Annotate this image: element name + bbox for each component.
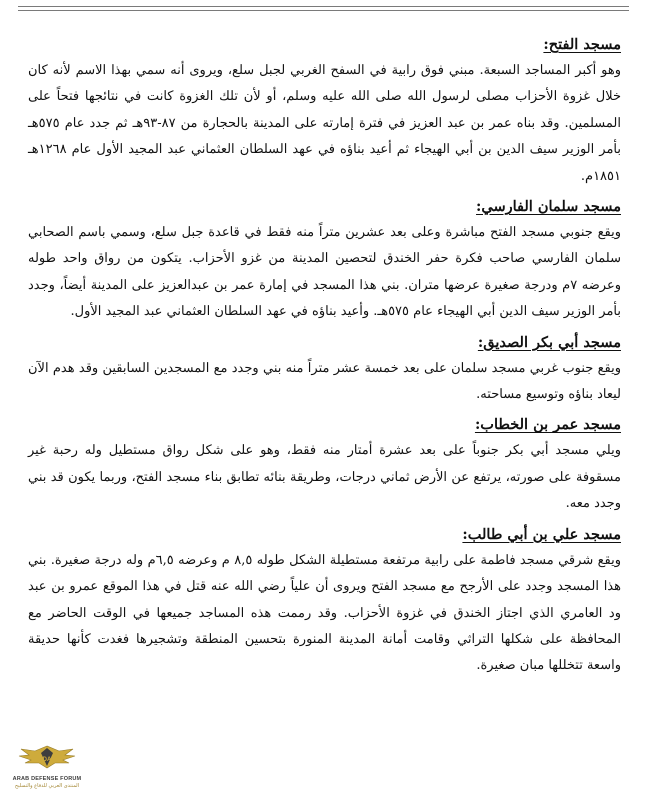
section-masjid-ali bbox=[28, 524, 621, 680]
section-heading: مسجد أبي بكر الصديق: bbox=[477, 333, 621, 351]
section-masjid-al-fath bbox=[28, 34, 621, 190]
section-paragraph: ويلي مسجد أبي بكر جنوباً على بعد عشرة أمتار منه فقط، وهو على شكل رواق مستطيل وله رحبة غير مسقوفة على صورته، يرتفع عن الأرض ثماني درجات، وطريقة بنائه تطابق بناء مسجد الفتح، وربما يكون قد بني وجدد معه. bbox=[28, 443, 621, 512]
section-paragraph: وهو أكبر المساجد السبعة. مبني فوق رابية في السفح الغربي لجبل سلع، ويروى أنه سمي بهذا الاسم لأنه كان خلال غزوة الأحزاب مصلى لرسول الله صلى الله عليه وسلم، أو لأن تلك الغزوة كانت في نتائجها فتحاً على المسلمين. وقد بناه عمر بن عبد العزيز في فترة إمارته على المدينة بالحجارة من ٨٧-٩٣هـ ثم جدد عام ٥٧٥هـ بأمر الوزير سيف الدين بن أبي الهيجاء ثم أعيد بناؤه في عهد السلطان العثماني عبد المجيد الأول عام ١٢٦٨هـ ١٨٥١م. bbox=[28, 63, 621, 184]
section-masjid-abu-bakr bbox=[28, 332, 621, 409]
watermark-english-text: ARAB DEFENSE FORUM bbox=[12, 776, 82, 782]
logo-initials: DA bbox=[42, 757, 52, 763]
top-page-rule bbox=[18, 6, 629, 7]
section-paragraph: ويقع جنوبي مسجد الفتح مباشرة وعلى بعد عشرين متراً منه فقط في قاعدة جبل سلع، وسمي باسم الصحابي سلمان الفارسي صاحب فكرة حفر الخندق لتحصين المدينة من غزو الأحزاب. يتكون من رواق واحد طوله وعرضه ٧م ودرجة صغيرة عرضها متران. بني هذا المسجد في إمارة عمر بن عبدالعزيز على المدينة أيضاً، وجدد بأمر الوزير سيف الدين أبي الهيجاء عام ٥٧٥هـ. وأعيد بناؤه في عهد السلطان العثماني عبد المجيد الأول. bbox=[28, 225, 621, 320]
eagle-emblem-icon bbox=[17, 742, 77, 776]
section-heading: مسجد علي بن أبي طالب: bbox=[462, 525, 621, 543]
section-masjid-salman bbox=[28, 196, 621, 326]
section-masjid-umar bbox=[28, 414, 621, 517]
section-heading: مسجد الفتح: bbox=[543, 36, 621, 53]
watermark-arabic-text: المنتدى العربي للدفاع والتسليح bbox=[14, 783, 80, 789]
section-paragraph: ويقع جنوب غربي مسجد سلمان على بعد خمسة عشر متراً منه بني وجدد مع المسجدين السابقين وقد هدم الآن ليعاد بناؤه وتوسيع مساحته. bbox=[28, 360, 621, 403]
section-paragraph: ويقع شرقي مسجد فاطمة على رابية مرتفعة مستطيلة الشكل طوله ٨,٥ م وعرضه ٦,٥م وله درجة صغيرة. بني هذا المسجد وجدد على الأرجح مع مسجد الفتح ويروى أن علياً رضي الله عنه قتل في هذا الموقع عمرو بن عبد ود العامري الذي اجتاز الخندق في غزوة الأحزاب. وقد رممت هذه المساجد جميعها في الوقت الحاضر مع المحافظة على شكلها التراثي وقامت أمانة المدينة المنورة بتحسين المنطقة وتشجيرها فغدت كأنها حديقة واسعة تتخللها مبان صغيرة. bbox=[28, 552, 622, 674]
document-page bbox=[28, 34, 621, 686]
forum-watermark-logo bbox=[4, 742, 90, 792]
section-heading: مسجد عمر بن الخطاب: bbox=[474, 416, 621, 434]
section-heading: مسجد سلمان الفارسي: bbox=[476, 198, 621, 216]
